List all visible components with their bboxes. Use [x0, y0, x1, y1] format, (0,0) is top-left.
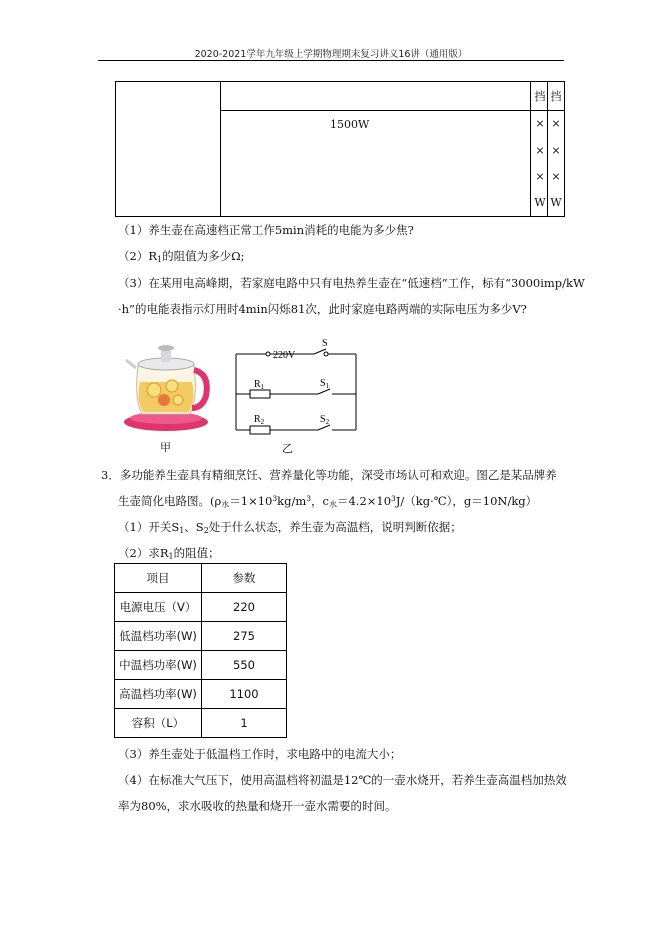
r1-label: $R_1$: [254, 379, 265, 391]
q3-part2: （2）求$R_1$的阻值；: [118, 546, 220, 561]
table-cell: 电源电压（V）: [115, 593, 202, 622]
q2-part2: $(2)R_1$的阻值为多少Ω;: [118, 249, 245, 264]
q2-part1: （1）养生壶在高速档正常工作5min消耗的电能为多少焦?: [118, 223, 414, 237]
table-cell: 220: [202, 593, 287, 622]
power-value: 1500W: [330, 118, 370, 131]
table-cell: 550: [202, 651, 287, 680]
q2-part3-line2: ·h”的电能表指示灯用时4min闪烁81次，此时家庭电路两端的实际电压为多少V?: [118, 302, 527, 316]
table-cell: ×: [535, 117, 545, 130]
q3-intro-line1: 3．多功能养生壶具有精细烹饪、营养量化等功能，深受市场认可和欢迎。图乙是某品牌养: [101, 468, 557, 482]
s1-label: $S_1$: [320, 378, 330, 390]
s2-label: $S_2$: [320, 414, 330, 426]
q3-intro-line2: 生壶简化电路图。($\rho_水=1\times 10^3kg/m^3$，$c_水=4.2\times 10^3J/(kg\cdot℃)$，g＝10N/kg）: [118, 494, 538, 509]
figure-caption-left: 甲: [160, 441, 171, 454]
table-cell: 中温档功率(W): [115, 651, 202, 680]
table-cell: ×: [551, 170, 561, 183]
table-divider: [547, 82, 548, 216]
q2-part3-line1: （3）在某用电高峰期，若家庭电路中只有电热养生壶在“低速档”工作，标有“3000imp/kW: [118, 276, 585, 290]
table-cell: 高温档功率(W): [115, 680, 202, 709]
table-cell: ×: [551, 144, 561, 157]
table-row: [115, 709, 287, 738]
figure-caption-right: 乙: [282, 442, 293, 455]
q3-part4-line1: （4）在标准大气压下，使用高温档将初温是12℃的一壶水烧开，若养生壶高温档加热效: [118, 773, 567, 787]
parameter-table: [114, 563, 287, 738]
circuit-diagram: [230, 338, 370, 442]
table-cell: 1: [202, 709, 287, 738]
table-row: [115, 622, 287, 651]
table-row: [115, 651, 287, 680]
kettle-image: [120, 338, 212, 438]
table-cell: ×: [551, 117, 561, 130]
q3-part1: （1）开关$S_1$、$S_2$处于什么状态，养生壶为高温档，说明判断依据；: [118, 520, 462, 535]
switch-s-label: S: [322, 338, 328, 349]
voltage-label: 220V: [273, 350, 296, 361]
table-cell: 容积（L）: [115, 709, 202, 738]
table-cell: 低温档功率(W): [115, 622, 202, 651]
header-cell: 项目: [115, 564, 202, 593]
table-header-row: [115, 564, 287, 593]
table-row: [115, 593, 287, 622]
table-cell: 275: [202, 622, 287, 651]
table-cell: ×: [535, 170, 545, 183]
table-cell: W: [534, 196, 546, 209]
table-cell: ×: [535, 144, 545, 157]
page-header: 2020-2021学年九年级上学期物理期末复习讲义16讲（通用版）: [194, 49, 468, 60]
continuation-table: [115, 81, 565, 217]
table-divider: [530, 82, 531, 216]
q3-part3: （3）养生壶处于低温档工作时，求电路中的电流大小；: [118, 747, 402, 761]
table-row: [115, 680, 287, 709]
header-cell: 参数: [202, 564, 287, 593]
table-divider: [220, 82, 221, 216]
q3-part4-line2: 率为80%，求水吸收的热量和烧开一壶水需要的时间。: [118, 799, 397, 813]
r2-label: $R_2$: [254, 414, 265, 426]
table-cell: W: [550, 196, 562, 209]
table-cell: 1100: [202, 680, 287, 709]
table-divider: [221, 110, 564, 111]
header-rule: [98, 60, 564, 61]
table-cell: 挡: [550, 90, 562, 103]
table-cell: 挡: [534, 90, 546, 103]
